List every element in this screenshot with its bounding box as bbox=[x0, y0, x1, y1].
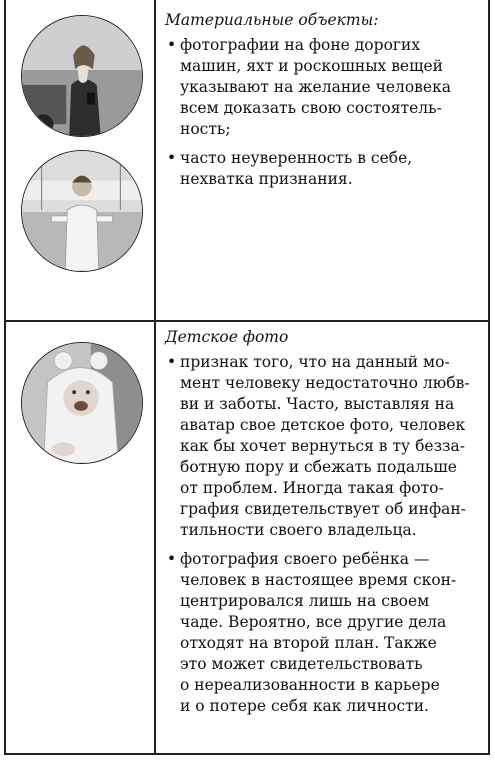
bullet-list bbox=[165, 352, 485, 717]
text-line: о нереализованности в карьере bbox=[180, 676, 440, 694]
text-line: • часто неуверенность в себе, bbox=[180, 149, 413, 167]
row-material-objects-text bbox=[165, 10, 485, 198]
text-line: от проблем. Иногда такая фото- bbox=[180, 479, 444, 497]
bullet-item bbox=[165, 148, 485, 190]
row-heading: Материальные объекты: bbox=[165, 11, 379, 29]
text-line: мент человеку недостаточно любв- bbox=[180, 374, 470, 392]
text-line: отходят на второй план. Также bbox=[180, 634, 437, 652]
text-line: центрировался лишь на своем bbox=[180, 592, 430, 610]
bullet-list bbox=[165, 35, 485, 190]
baby-in-towel-photo bbox=[21, 342, 143, 464]
text-line: • фотография своего ребёнка — bbox=[180, 550, 430, 568]
text-line: тильности своего владельца. bbox=[180, 521, 417, 539]
table-border-bottom bbox=[4, 753, 490, 755]
text-line: машин, яхт и роскошных вещей bbox=[180, 57, 444, 75]
row-heading: Детское фото bbox=[165, 328, 289, 346]
text-line: ботную пору и сбежать подальше bbox=[180, 458, 457, 476]
text-line: это может свидетельствовать bbox=[180, 655, 423, 673]
text-line: и о потере себя как личности. bbox=[180, 697, 429, 715]
text-line: всем доказать свою состоятель- bbox=[180, 99, 442, 117]
text-line: чаде. Вероятно, все другие дела bbox=[180, 613, 447, 631]
text-line: человек в настоящее время скон- bbox=[180, 571, 457, 589]
text-line: нехватка признания. bbox=[180, 170, 353, 188]
row-child-photo-text bbox=[165, 327, 485, 725]
text-line: ви и заботы. Часто, выставляя на bbox=[180, 395, 455, 413]
bullet-item bbox=[165, 549, 485, 717]
text-line: графия свидетельствует об инфан- bbox=[180, 500, 466, 518]
text-line: ность; bbox=[180, 120, 231, 138]
text-line: • признак того, что на данный мо- bbox=[180, 353, 450, 371]
bullet-item bbox=[165, 35, 485, 140]
text-line: аватар свое детское фото, человек bbox=[180, 416, 466, 434]
bullet-item bbox=[165, 352, 485, 541]
table-row-divider bbox=[4, 320, 490, 322]
text-line: указывают на желание человека bbox=[180, 78, 452, 96]
text-line: как бы хочет вернуться в ту безза- bbox=[180, 437, 465, 455]
man-on-yacht-photo bbox=[21, 150, 143, 272]
table-column-divider bbox=[154, 0, 156, 755]
text-line: • фотографии на фоне дорогих bbox=[180, 36, 421, 54]
woman-with-car-photo bbox=[21, 15, 143, 137]
table-border-right bbox=[488, 0, 490, 755]
table-border-left bbox=[4, 0, 6, 755]
